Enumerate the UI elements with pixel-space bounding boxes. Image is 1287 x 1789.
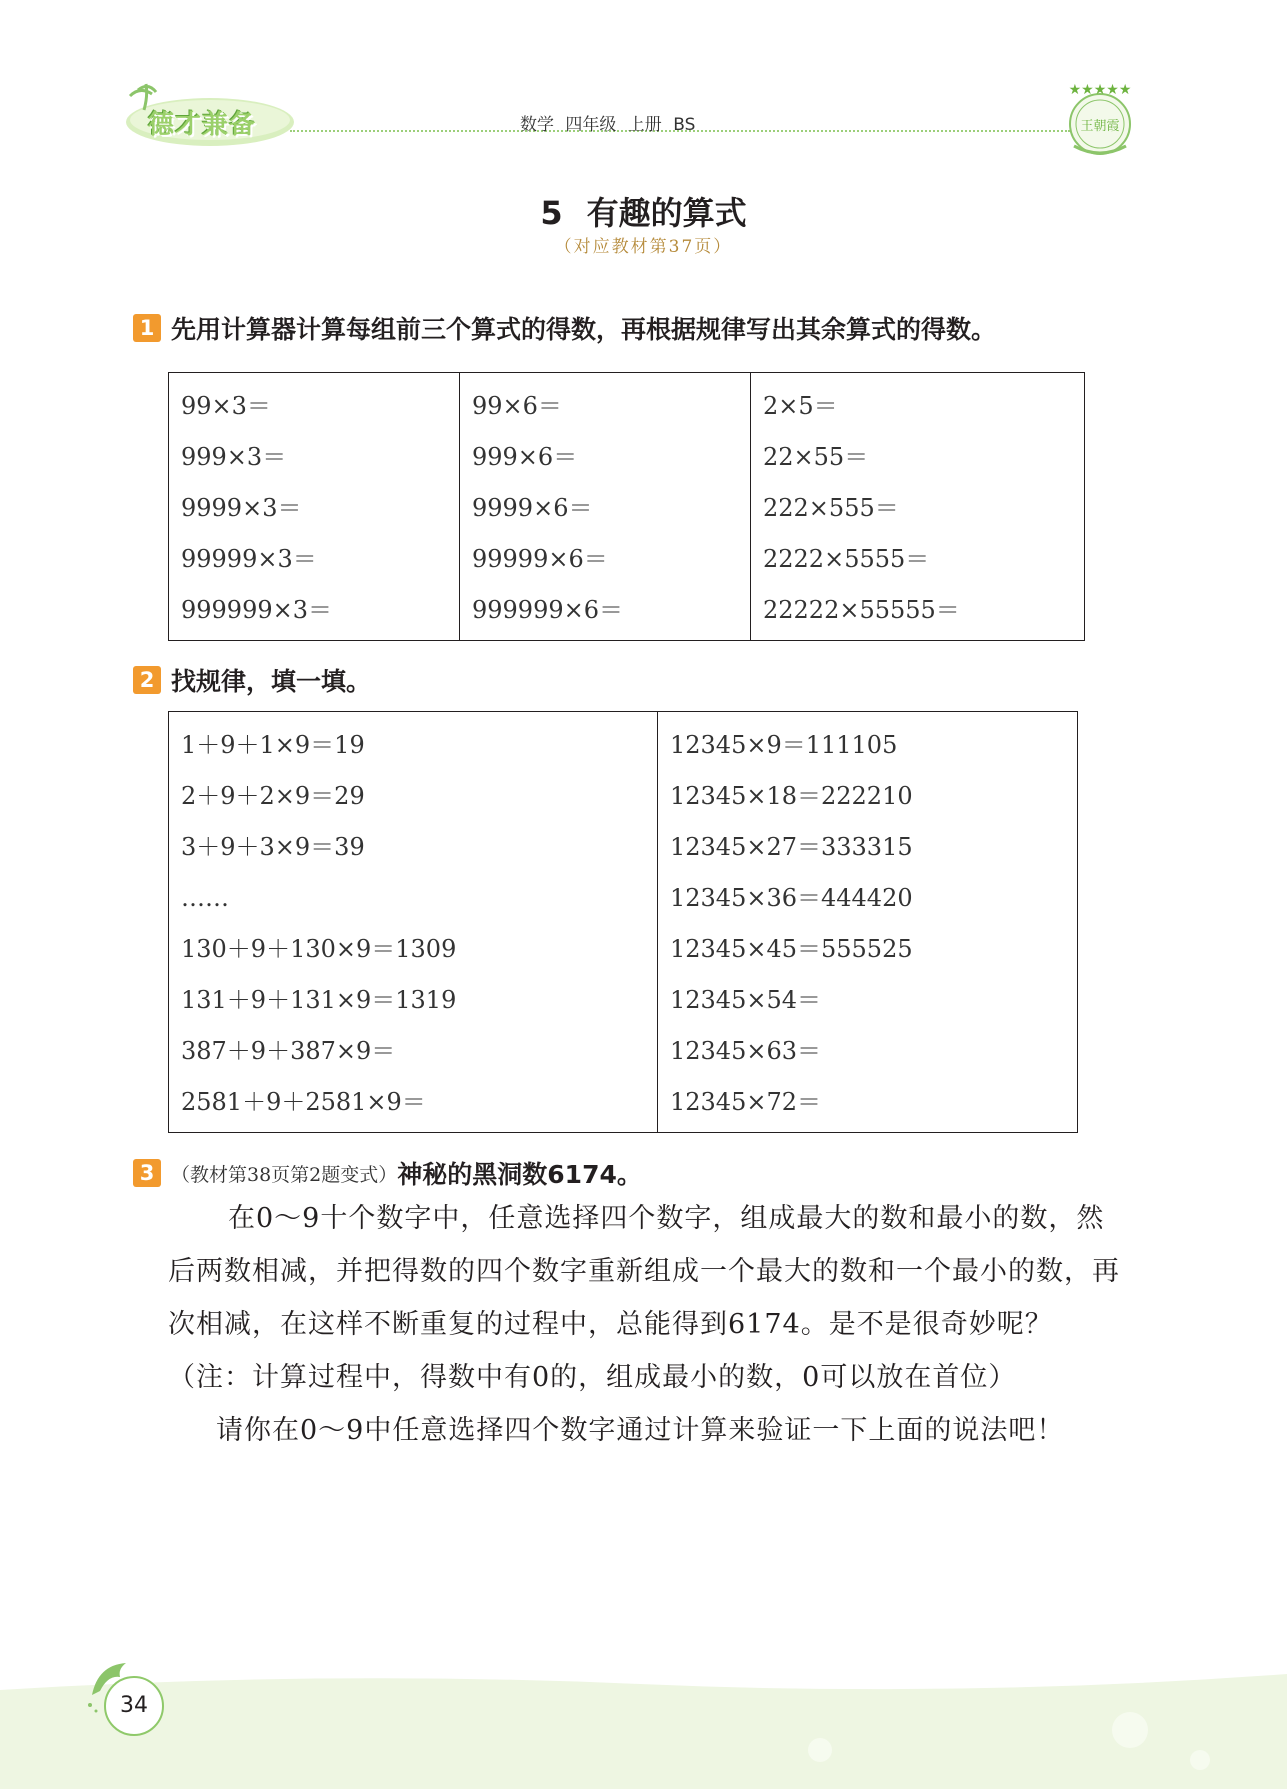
q1-expression: 2×5＝: [763, 392, 838, 420]
logo-text: 德才兼备: [148, 110, 257, 140]
q1-expression: 22222×55555＝: [763, 596, 960, 624]
q1-expression: 999999×6＝: [472, 596, 623, 624]
q1-expression: 2222×5555＝: [763, 545, 930, 573]
q2-expression: 12345×54＝: [670, 986, 821, 1014]
page-title: [0, 188, 1287, 234]
question-3-prompt: 神秘的黑洞数6174。: [397, 1160, 642, 1189]
q2-column-2: [658, 712, 1078, 1133]
q1-expression: 99999×3＝: [181, 545, 317, 573]
question-3-badge: 3: [133, 1159, 161, 1187]
question-1-heading: [133, 310, 996, 346]
q1-expression: 999×3＝: [181, 443, 287, 471]
q2-expression: 3＋9＋3×9＝39: [181, 833, 365, 861]
q2-expression: 387＋9＋387×9＝: [181, 1037, 396, 1065]
question-3-paragraph-1: 在0～9十个数字中，任意选择四个数字，组成最大的数和最小的数，然后两数相减，并把得数的四个数字重新组成一个最大的数和一个最小的数，再次相减，在这样不断重复的过程中，总能得到6174。是不是很奇妙呢？（注：计算过程中，得数中有0的，组成最小的数，0可以放在首位）: [168, 1203, 1120, 1393]
textbook-reference: （对应教材第37页）: [554, 237, 733, 257]
q1-expression: 99×3＝: [181, 392, 271, 420]
header-subject-grade: 数学 四年级 上册 BS: [520, 115, 696, 135]
lesson-title: 有趣的算式: [586, 194, 747, 232]
q1-expression: 9999×6＝: [472, 494, 593, 522]
q2-expression: 12345×18＝222210: [670, 782, 913, 810]
question-3-heading: [133, 1155, 642, 1191]
q2-expression: 1＋9＋1×9＝19: [181, 731, 365, 759]
page-number: 34: [104, 1676, 164, 1736]
q1-expression: 99×6＝: [472, 392, 562, 420]
q1-expression: 9999×3＝: [181, 494, 302, 522]
author-seal-icon: [1060, 76, 1140, 166]
q2-expression: 12345×27＝333315: [670, 833, 913, 861]
q1-column-2: [460, 373, 751, 641]
question-1-badge: 1: [133, 314, 161, 342]
q2-expression: 12345×45＝555525: [670, 935, 913, 963]
question-1-table: [168, 372, 1085, 641]
question-3-paragraph-2: 请你在0～9中任意选择四个数字通过计算来验证一下上面的说法吧！: [216, 1415, 1065, 1446]
q2-expression: 12345×9＝111105: [670, 731, 898, 759]
page-header: [0, 0, 1287, 170]
q2-expression: ……: [181, 884, 229, 912]
q1-column-3: [751, 373, 1085, 641]
q2-column-1: [169, 712, 658, 1133]
footer-wave-background: [0, 1660, 1287, 1789]
q1-expression: 999999×3＝: [181, 596, 332, 624]
q2-expression: 12345×36＝444420: [670, 884, 913, 912]
question-1-prompt: 先用计算器计算每组前三个算式的得数，再根据规律写出其余算式的得数。: [171, 315, 997, 344]
question-3-source-note: （教材第38页第2题变式）: [171, 1163, 398, 1186]
question-2-table: [168, 711, 1078, 1133]
q1-expression: 99999×6＝: [472, 545, 608, 573]
question-2-badge: 2: [133, 666, 161, 694]
question-3-body: [168, 1192, 1128, 1457]
q2-expression: 2＋9＋2×9＝29: [181, 782, 365, 810]
q1-column-1: [169, 373, 460, 641]
q2-expression: 131＋9＋131×9＝1319: [181, 986, 457, 1014]
q1-expression: 222×555＝: [763, 494, 899, 522]
q2-expression: 2581＋9＋2581×9＝: [181, 1088, 426, 1116]
q1-expression: 22×55＝: [763, 443, 869, 471]
question-2-heading: [133, 662, 371, 698]
seal-text: 王朝霞: [1080, 119, 1120, 134]
q2-expression: 12345×63＝: [670, 1037, 821, 1065]
question-2-prompt: 找规律，填一填。: [171, 667, 372, 696]
lesson-number: 5: [540, 194, 563, 232]
svg-text:★★★★★: ★★★★★: [1068, 82, 1132, 98]
q1-expression: 999×6＝: [472, 443, 578, 471]
q2-expression: 12345×72＝: [670, 1088, 821, 1116]
q2-expression: 130＋9＋130×9＝1309: [181, 935, 457, 963]
